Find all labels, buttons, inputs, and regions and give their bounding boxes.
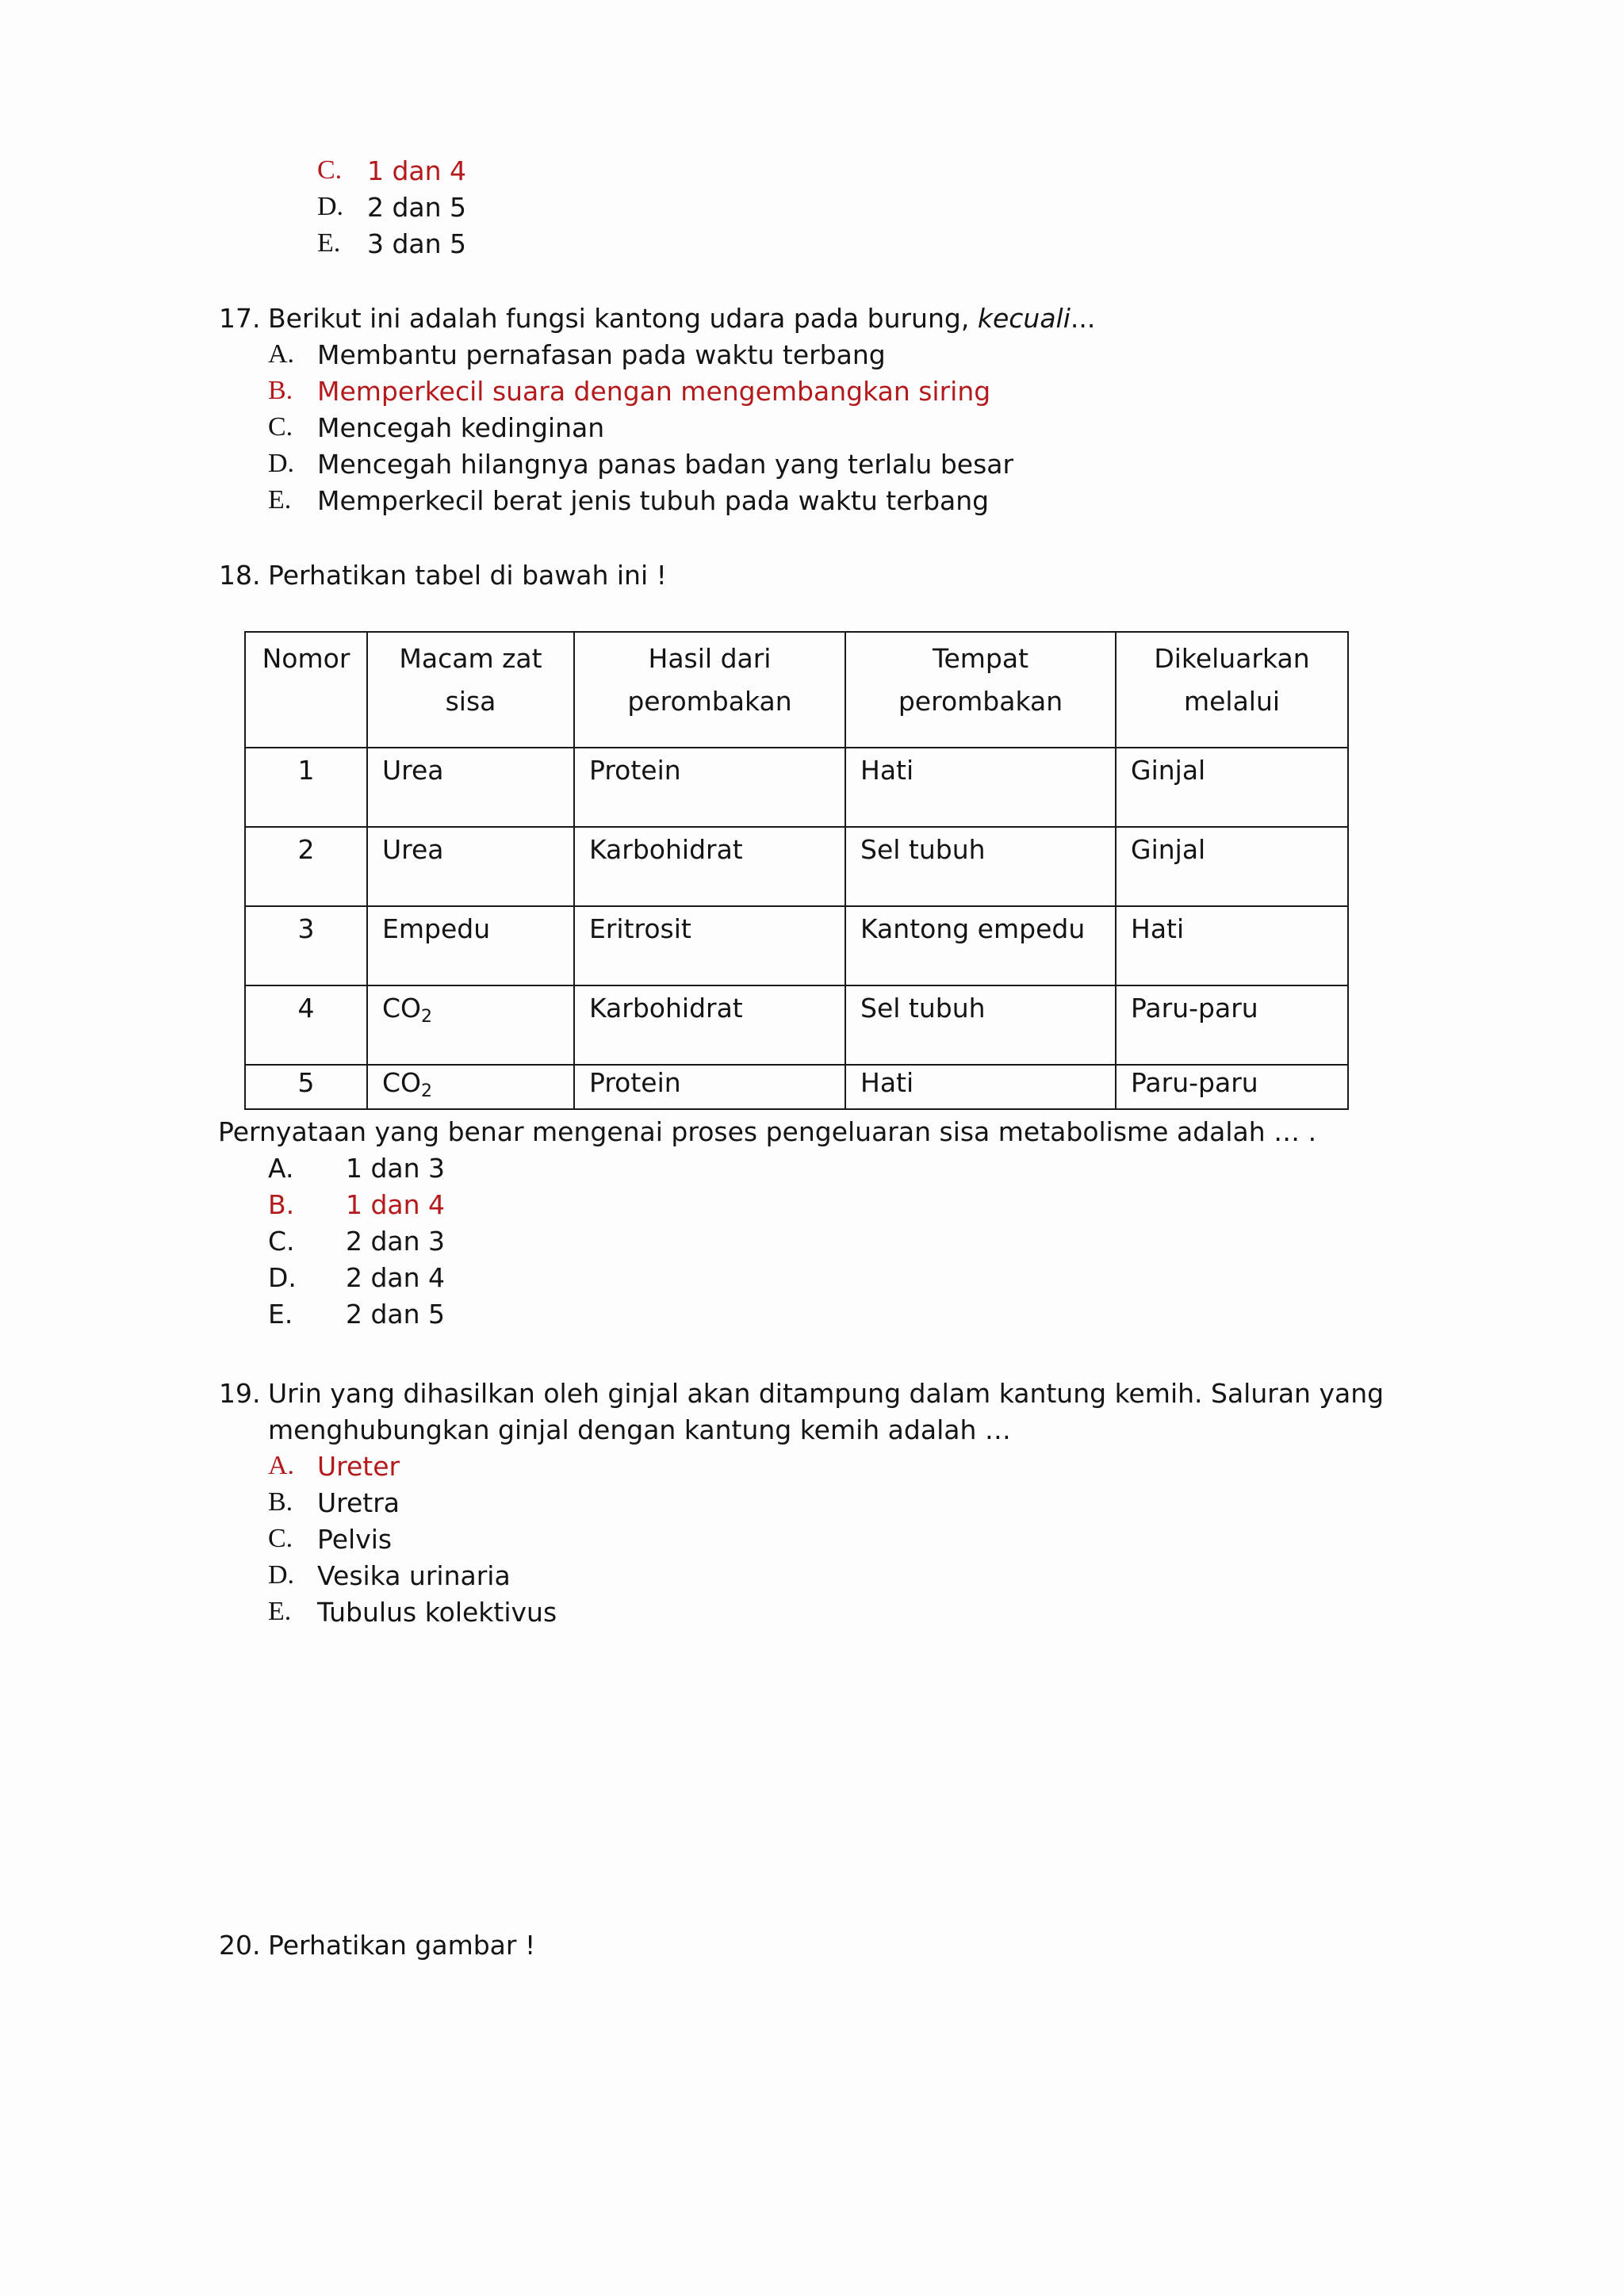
option-letter: B.	[268, 1487, 293, 1517]
cell-keluar: Paru-paru	[1116, 1065, 1348, 1109]
waste-table	[244, 631, 1349, 1110]
q20-question: Perhatikan gambar !	[268, 1930, 536, 1961]
q17-options	[268, 339, 1220, 530]
cell-no: 3	[245, 906, 367, 985]
cell-zat: $CO_2$	[367, 985, 574, 1065]
cell-zat: Urea	[367, 748, 574, 827]
option-letter: E.	[268, 1299, 293, 1330]
cell-hasil: Protein	[574, 748, 845, 827]
option-text: Tubulus kolektivus	[317, 1597, 557, 1628]
option-text: Vesika urinaria	[317, 1560, 511, 1591]
q17-question-end: ...	[1070, 303, 1096, 334]
table-row	[245, 985, 1348, 1065]
option-letter: A.	[268, 1451, 295, 1480]
q17-question-italic: kecuali	[977, 303, 1071, 334]
option-text: 1 dan 3	[346, 1153, 446, 1184]
cell-hasil: Eritrosit	[574, 906, 845, 985]
option-text: 1 dan 4	[346, 1189, 446, 1220]
option-letter: B.	[268, 1189, 295, 1220]
cell-tempat: Sel tubuh	[845, 827, 1116, 906]
cell-keluar: Ginjal	[1116, 827, 1348, 906]
cell-zat: $CO_2$	[367, 1065, 574, 1109]
cell-tempat: Sel tubuh	[845, 985, 1116, 1065]
option-letter: C.	[317, 155, 343, 185]
q18-options	[268, 1153, 744, 1343]
cell-hasil: Karbohidrat	[574, 827, 845, 906]
option-letter: E.	[317, 228, 341, 258]
option-text: 2 dan 5	[367, 192, 467, 223]
option-letter: D.	[268, 1262, 297, 1293]
option-letter: A.	[268, 1153, 294, 1184]
q17-question	[268, 303, 1095, 334]
option-text: Memperkecil berat jenis tubuh pada waktu terbang	[317, 485, 990, 516]
option-text: Pelvis	[317, 1524, 393, 1555]
q17-number: 17.	[219, 303, 261, 334]
table-row	[245, 906, 1348, 985]
option-text: Ureter	[317, 1451, 400, 1482]
cell-no: 5	[245, 1065, 367, 1109]
q16-options	[317, 155, 634, 266]
cell-tempat: Kantong empedu	[845, 906, 1116, 985]
header-dikeluarkan-melalui: Dikeluarkan melalui	[1116, 632, 1348, 748]
table-row	[245, 827, 1348, 906]
q19-question-line2: menghubungkan ginjal dengan kantung kemih adalah …	[268, 1414, 1011, 1445]
option-letter: C.	[268, 1524, 293, 1553]
option-text: Mencegah kedinginan	[317, 412, 605, 443]
q19-options	[268, 1451, 823, 1641]
cell-no: 2	[245, 827, 367, 906]
cell-keluar: Ginjal	[1116, 748, 1348, 827]
header-hasil-dari-perombakan: Hasil dari perombakan	[574, 632, 845, 748]
option-letter: D.	[268, 1560, 295, 1590]
cell-tempat: Hati	[845, 748, 1116, 827]
cell-zat: Urea	[367, 827, 574, 906]
cell-hasil: Karbohidrat	[574, 985, 845, 1065]
cell-zat: Empedu	[367, 906, 574, 985]
option-text: 3 dan 5	[367, 228, 467, 259]
q18-question: Perhatikan tabel di bawah ini !	[268, 560, 667, 591]
option-letter: C.	[268, 412, 293, 442]
q18-number: 18.	[219, 560, 261, 591]
q18-statement: Pernyataan yang benar mengenai proses pengeluaran sisa metabolisme adalah … .	[218, 1116, 1317, 1147]
option-text: 2 dan 5	[346, 1299, 446, 1330]
option-text: 2 dan 3	[346, 1226, 446, 1257]
cell-tempat: Hati	[845, 1065, 1116, 1109]
cell-keluar: Hati	[1116, 906, 1348, 985]
cell-no: 1	[245, 748, 367, 827]
table-row	[245, 748, 1348, 827]
cell-keluar: Paru-paru	[1116, 985, 1348, 1065]
header-tempat-perombakan: Tempat perombakan	[845, 632, 1116, 748]
option-letter: C.	[268, 1226, 295, 1257]
table-header-row	[245, 632, 1348, 748]
option-text: Mencegah hilangnya panas badan yang terlalu besar	[317, 449, 1014, 480]
q17-question-text: Berikut ini adalah fungsi kantong udara pada burung,	[268, 303, 970, 334]
q20-number: 20.	[219, 1930, 261, 1961]
cell-hasil: Protein	[574, 1065, 845, 1109]
header-nomor: Nomor	[245, 632, 367, 748]
option-letter: D.	[317, 192, 344, 221]
option-text: 1 dan 4	[367, 155, 467, 186]
q19-number: 19.	[219, 1378, 261, 1409]
option-letter: E.	[268, 485, 292, 515]
cell-no: 4	[245, 985, 367, 1065]
table-row	[245, 1065, 1348, 1109]
option-text: Memperkecil suara dengan mengembangkan siring	[317, 376, 991, 407]
option-text: 2 dan 4	[346, 1262, 446, 1293]
option-text: Uretra	[317, 1487, 400, 1518]
option-letter: E.	[268, 1597, 292, 1626]
option-letter: A.	[268, 339, 295, 369]
header-macam-zat-sisa: Macam zat sisa	[367, 632, 574, 748]
option-letter: D.	[268, 449, 295, 478]
option-letter: B.	[268, 376, 293, 405]
q19-question-line1: Urin yang dihasilkan oleh ginjal akan ditampung dalam kantung kemih. Saluran yang	[268, 1378, 1385, 1409]
option-text: Membantu pernafasan pada waktu terbang	[317, 339, 886, 370]
